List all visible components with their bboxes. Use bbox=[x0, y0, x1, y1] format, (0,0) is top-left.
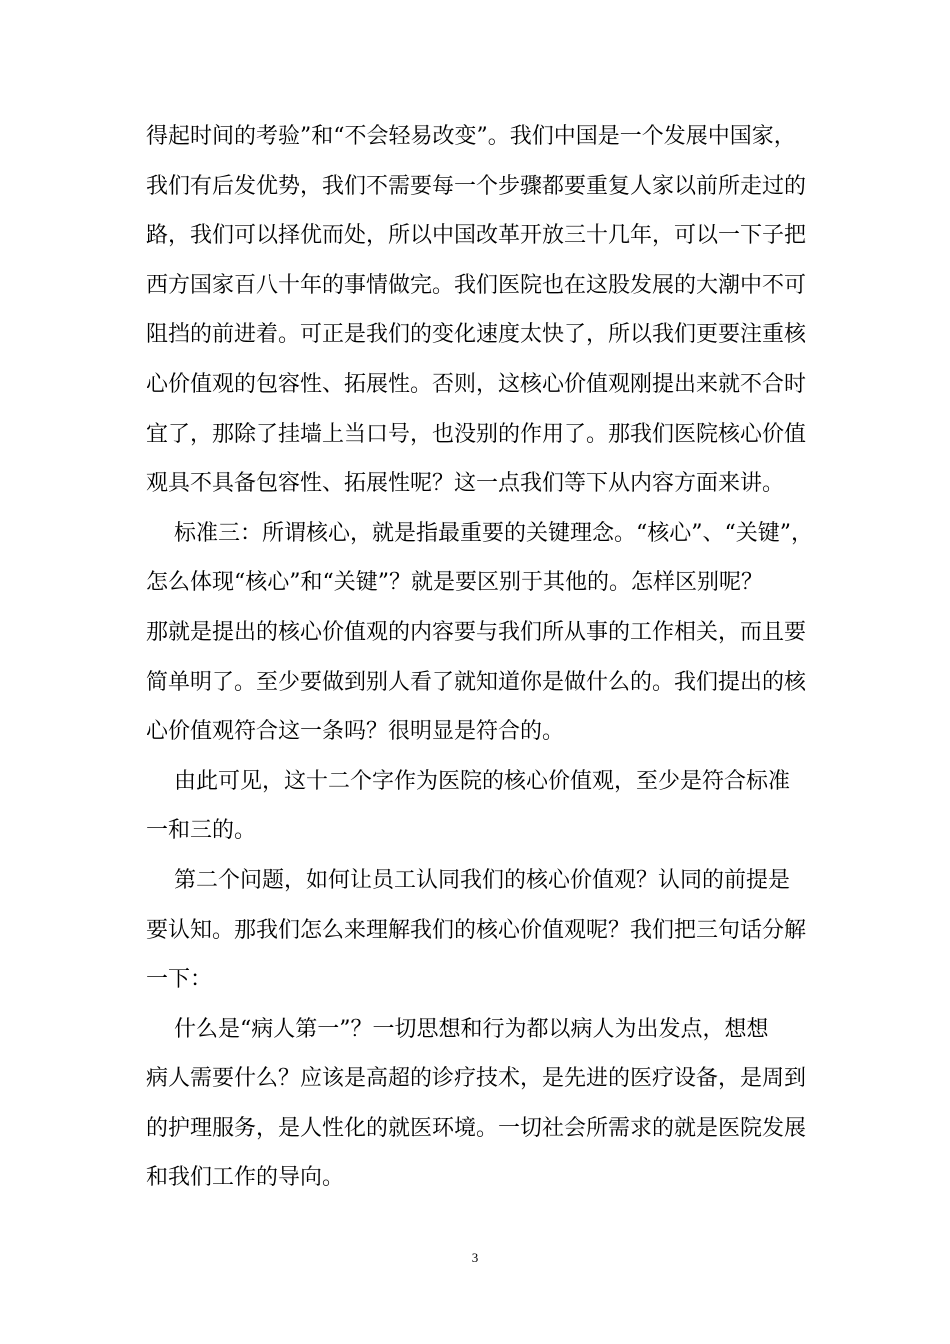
text-line: 观具不具备包容性、拓展性呢？这一点我们等下从内容方面来讲。 bbox=[146, 471, 785, 497]
text-line: 阻挡的前进着。可正是我们的变化速度太快了，所以我们更要注重核 bbox=[146, 322, 807, 348]
text-line: 什么是“病人第一”？一切思想和行为都以病人为出发点，想想 bbox=[146, 1016, 769, 1042]
text-line: 那就是提出的核心价值观的内容要与我们所从事的工作相关，而且要 bbox=[146, 619, 807, 645]
paragraph-3 bbox=[146, 757, 808, 856]
text-line: 心价值观的包容性、拓展性。否则，这核心价值观刚提出来就不合时 bbox=[146, 371, 807, 397]
text-line: 路，我们可以择优而处，所以中国改革开放三十几年，可以一下子把 bbox=[146, 223, 807, 249]
text-line: 由此可见，这十二个字作为医院的核心价值观，至少是符合标准 bbox=[146, 768, 790, 794]
text-line: 得起时间的考验”和“不会轻易改变”。我们中国是一个发展中国家， bbox=[146, 124, 796, 149]
text-line: 第二个问题，如何让员工认同我们的核心价值观？认同的前提是 bbox=[146, 867, 790, 893]
text-line: 的护理服务，是人性化的就医环境。一切社会所需求的就是医院发展 bbox=[146, 1115, 807, 1141]
paragraph-4 bbox=[146, 856, 808, 1005]
page-number: 3 bbox=[471, 1250, 479, 1265]
text-line: 标准三：所谓核心，就是指最重要的关键理念。“核心”、“关键”， bbox=[146, 520, 813, 546]
text-line: 怎么体现“核心”和“关键”？就是要区别于其他的。怎样区别呢？ bbox=[146, 570, 763, 596]
paragraph-1 bbox=[146, 112, 808, 509]
body-text bbox=[146, 112, 813, 1203]
text-line: 我们有后发优势，我们不需要每一个步骤都要重复人家以前所走过的 bbox=[146, 173, 807, 199]
text-line: 和我们工作的导向。 bbox=[146, 1165, 345, 1191]
paragraph-2 bbox=[146, 509, 813, 757]
text-line: 西方国家百八十年的事情做完。我们医院也在这股发展的大潮中不可 bbox=[146, 272, 807, 298]
text-line: 一和三的。 bbox=[146, 818, 257, 844]
text-line: 一下： bbox=[146, 967, 213, 993]
text-line: 要认知。那我们怎么来理解我们的核心价值观呢？我们把三句话分解 bbox=[146, 917, 807, 943]
text-line: 病人需要什么？应该是高超的诊疗技术，是先进的医疗设备，是周到 bbox=[146, 1066, 807, 1092]
text-line: 宜了，那除了挂墙上当口号，也没别的作用了。那我们医院核心价值 bbox=[146, 421, 807, 447]
text-line: 简单明了。至少要做到别人看了就知道你是做什么的。我们提出的核 bbox=[146, 669, 807, 695]
paragraph-5 bbox=[146, 1005, 808, 1203]
text-line: 心价值观符合这一条吗？很明显是符合的。 bbox=[146, 719, 565, 745]
